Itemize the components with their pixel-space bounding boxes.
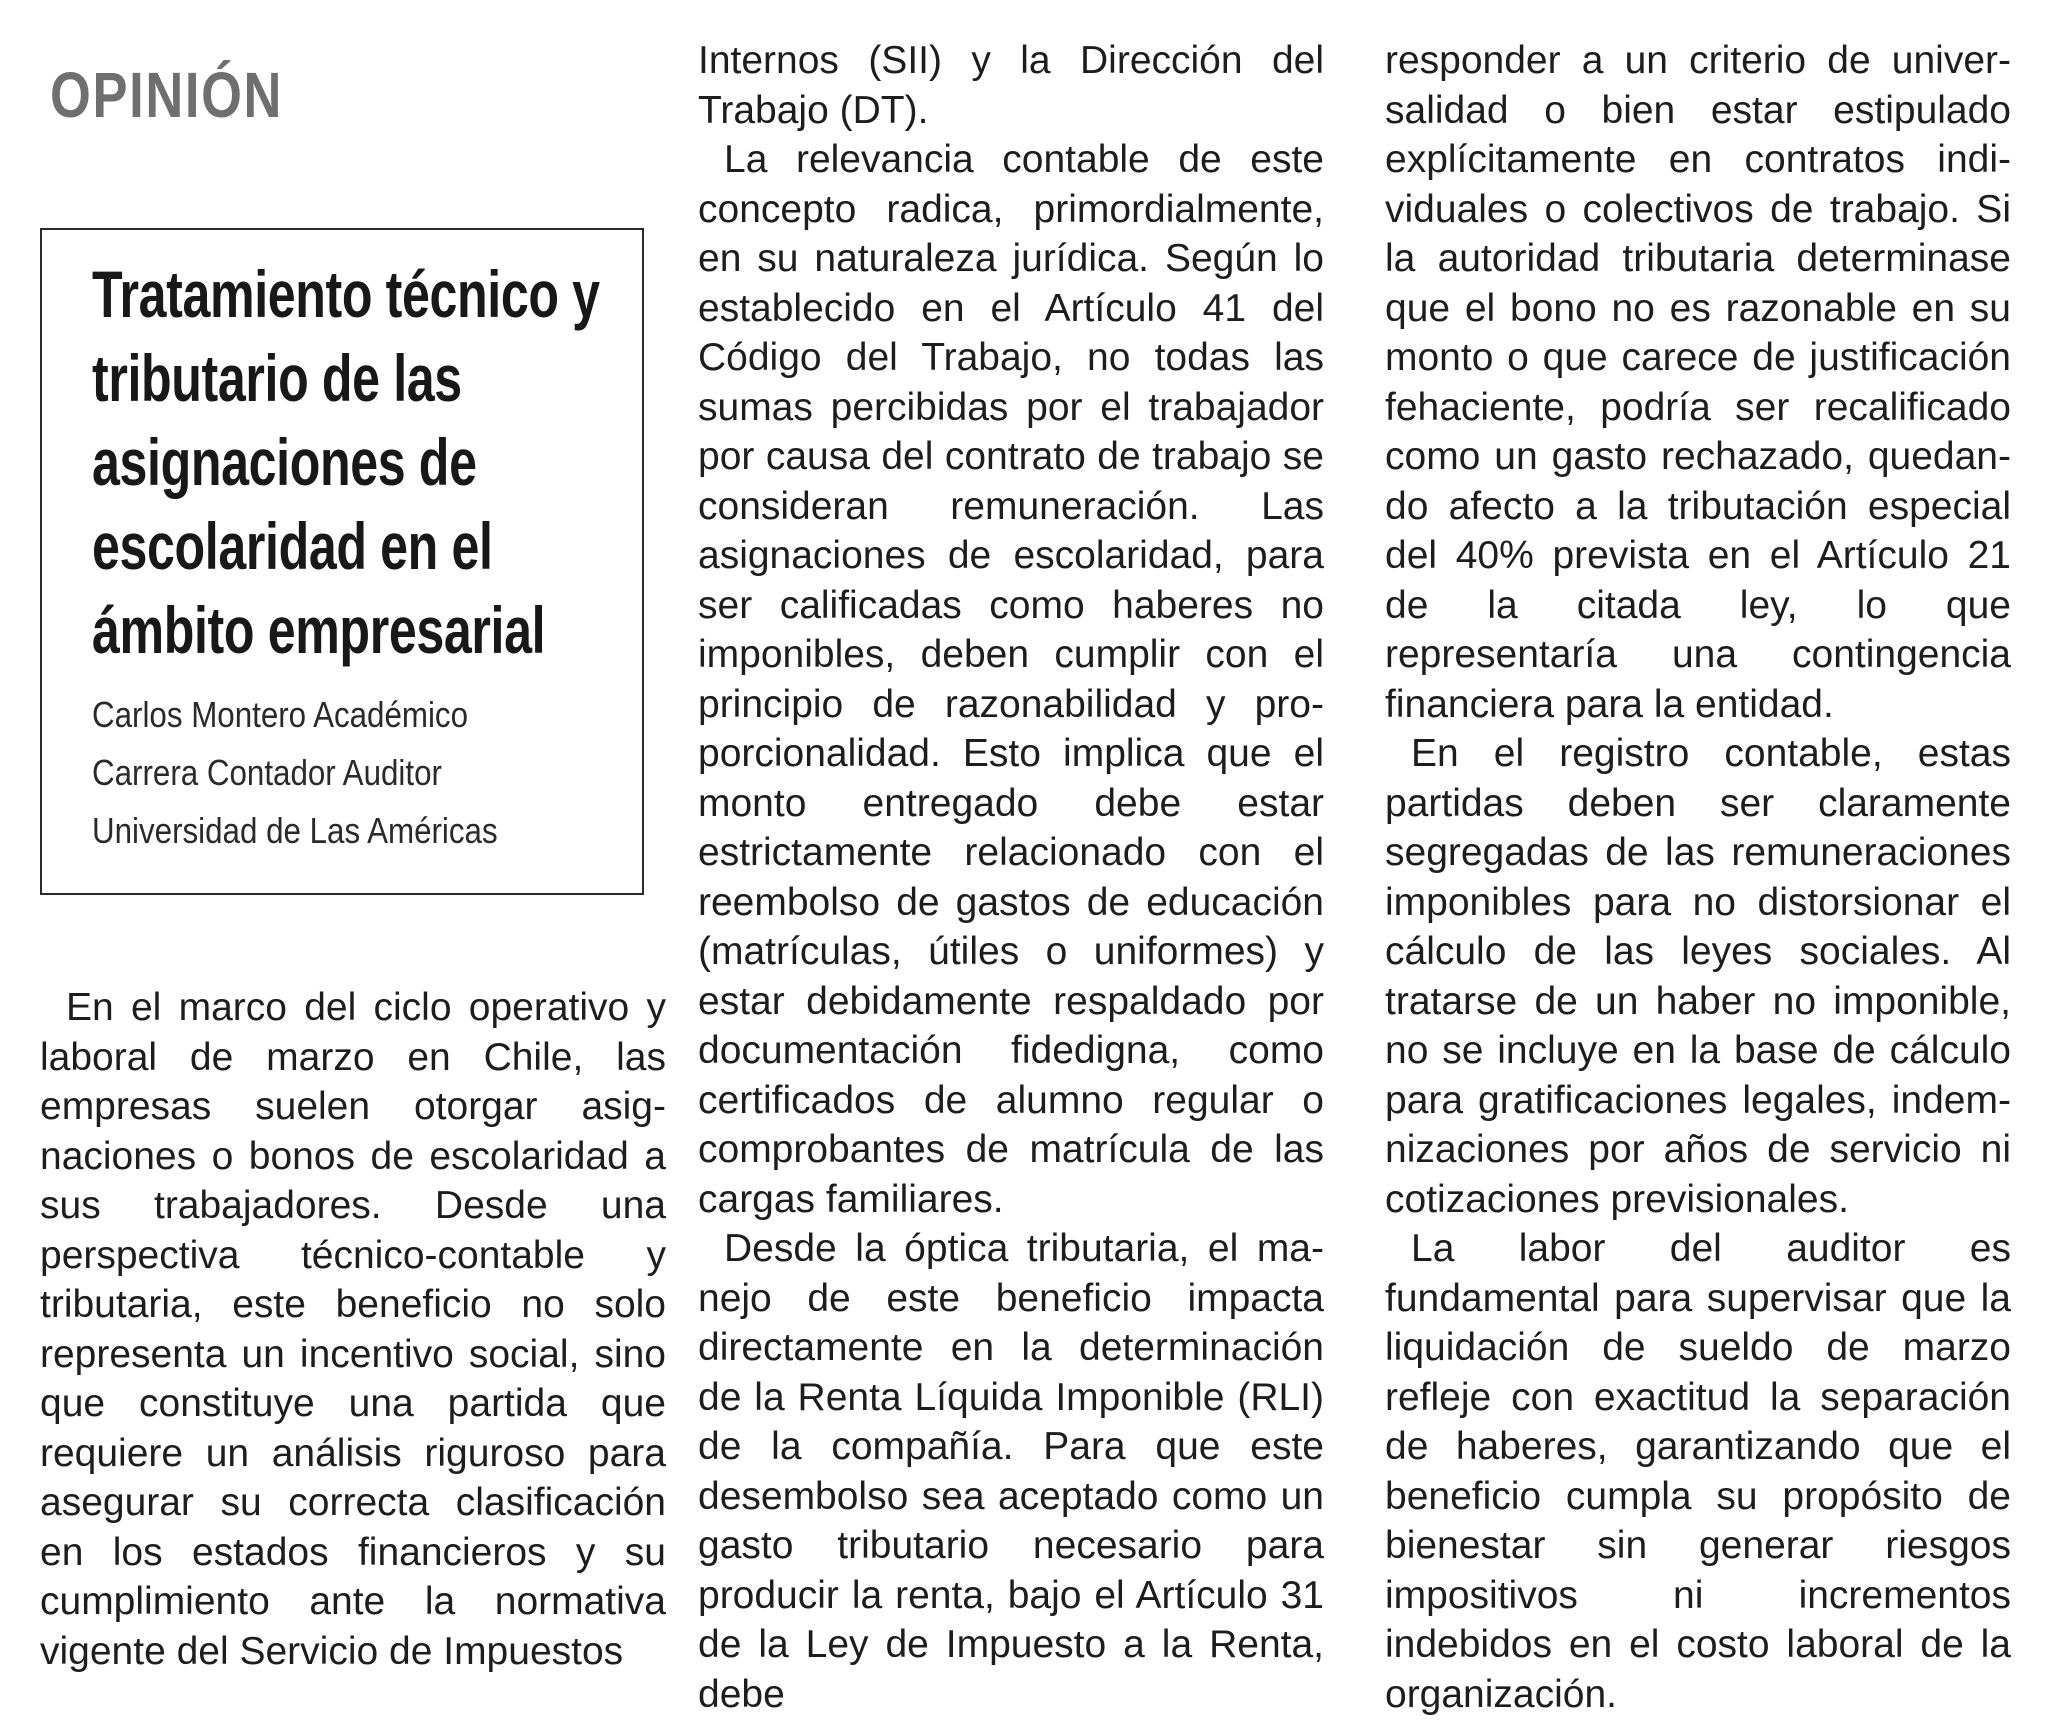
section-label: OPINIÓN	[50, 59, 284, 131]
article-paragraph: En el marco del ciclo operativo y laboral de marzo en Chile, las empresas suelen otorgar asignaciones o bonos de escolaridad a sus trabajadores. Desde una perspectiva técnico-contable y tributaria, este beneficio no solo representa un incentivo social, sino que constituye una partida que requiere un análisis riguroso para asegurar su correcta clasificación en los estados financieros y su cumplimiento ante la normativa vigente del Servicio de Impuestos	[40, 986, 666, 1673]
article-paragraph: responder a un criterio de universalidad o bien estar estipulado explícitamente en contratos individuales o colectivos de trabajo. Si la autoridad tributaria determinase que el bono no es razonable en su monto o que carece de justificación fehaciente, podría ser recalificado como un gasto rechazado, quedando afecto a la tributación especial del 40% prevista en el Artículo 21 de la citada ley, lo que representaría una contingencia financiera para la entidad.	[1385, 39, 2011, 726]
article-paragraph: En el registro contable, estas partidas deben ser claramente segregadas de las remuneraciones imponibles para no distorsionar el cálculo de las leyes sociales. Al tratarse de un haber no imponible, no se incluye en la base de cálculo para gratificaciones legales, indemnizaciones por años de servicio ni cotizaciones previsionales.	[1385, 732, 2011, 1221]
article-title: Tratamiento técnico y tributario de las asignaciones de escolaridad en el ámbito empresarial	[92, 257, 600, 667]
byline-program: Carrera Contador Auditor	[92, 752, 442, 793]
byline-author: Carlos Montero Académico	[92, 694, 469, 735]
headline-box	[40, 228, 644, 895]
article-paragraph: La labor del auditor es fundamental para supervisar que la liquidación de sueldo de marzo refleje con exactitud la separación de haberes, garantizando que el beneficio cumpla su propósito de bienestar sin generar riesgos impositivos ni incrementos indebidos en el costo laboral de la organización.	[1385, 1227, 2011, 1716]
byline	[92, 686, 649, 860]
article-paragraph: La relevancia contable de este concepto radica, primordialmente, en su naturaleza jurídica. Según lo establecido en el Artículo 41 del Código del Trabajo, no todas las sumas percibidas por el trabajador por causa del contrato de trabajo se consideran remuneración. Las asignaciones de escolaridad, para ser calificadas como haberes no imponibles, deben cumplir con el principio de razonabilidad y proporcionalidad. Esto implica que el monto entregado debe estar estrictamente relacionado con el reembolso de gastos de educación (matrículas, útiles o uniformes) y estar debidamente respaldado por documentación fidedigna, como certificados de alumno regular o comprobantes de matrícula de las cargas familiares.	[698, 138, 1324, 1221]
article-paragraph: Internos (SII) y la Dirección del Trabajo (DT).	[698, 39, 1324, 132]
article-column-3	[1385, 36, 2011, 1719]
article-column-1	[40, 983, 666, 1676]
byline-institution: Universidad de Las Américas	[92, 810, 498, 851]
article-column-2	[698, 36, 1324, 1719]
article-paragraph: Desde la óptica tributaria, el manejo de este beneficio impacta directamente en la determinación de la Renta Líquida Imponible (RLI) de la compañía. Para que este desembolso sea aceptado como un gasto tributario necesario para producir la renta, bajo el Artículo 31 de la Ley de Impuesto a la Renta, debe	[698, 1227, 1324, 1716]
